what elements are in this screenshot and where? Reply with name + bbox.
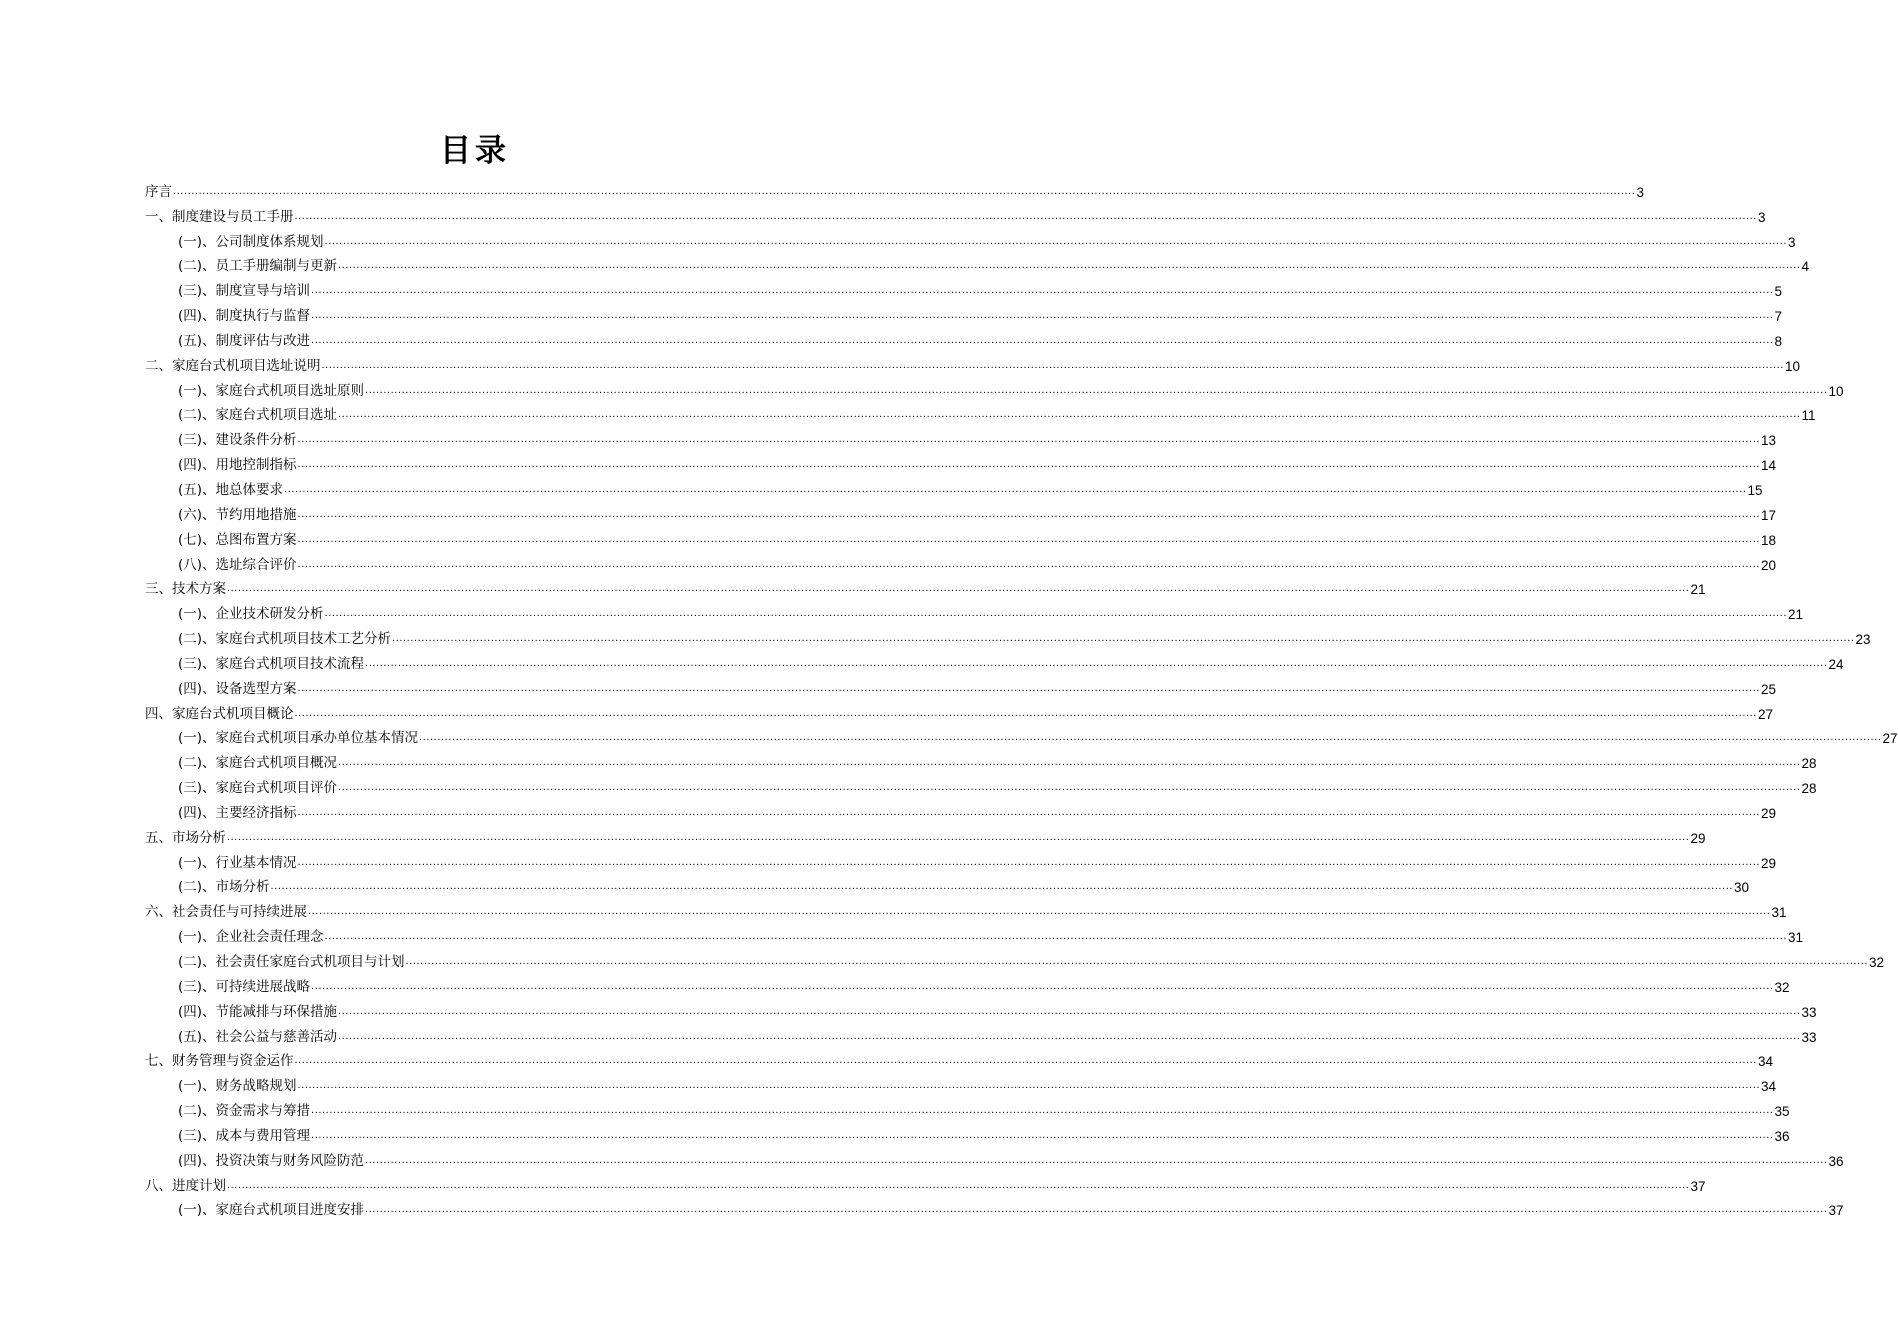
toc-leader-dots: ................................................................................................................................................................................................................................................................................................................................................................................................................ xyxy=(297,532,1761,545)
toc-leader-dots: ................................................................................................................................................................................................................................................................................................................................................................................................................ xyxy=(324,607,1788,620)
toc-entry[interactable] xyxy=(145,722,1898,747)
toc-leader-dots: ................................................................................................................................................................................................................................................................................................................................................................................................................ xyxy=(284,482,1747,495)
toc-entry[interactable] xyxy=(145,573,1706,598)
toc-leader-dots: ................................................................................................................................................................................................................................................................................................................................................................................................................ xyxy=(324,234,1788,247)
toc-page-number: 33 xyxy=(1801,1004,1817,1020)
toc-page-number: 10 xyxy=(1828,383,1844,399)
toc-page-number: 3 xyxy=(1636,184,1644,200)
toc-page-number: 15 xyxy=(1747,482,1763,498)
toc-page-number: 28 xyxy=(1801,756,1817,772)
toc-entry[interactable] xyxy=(145,1020,1817,1045)
toc-leader-dots: ................................................................................................................................................................................................................................................................................................................................................................................................................ xyxy=(297,507,1761,520)
toc-leader-dots: ................................................................................................................................................................................................................................................................................................................................................................................................................ xyxy=(365,656,1828,669)
toc-leader-dots: ................................................................................................................................................................................................................................................................................................................................................................................................................ xyxy=(297,805,1761,818)
toc-list xyxy=(145,175,1898,1219)
toc-leader-dots: ................................................................................................................................................................................................................................................................................................................................................................................................................ xyxy=(419,731,1882,744)
toc-page-number: 14 xyxy=(1761,458,1777,474)
toc-leader-dots: ................................................................................................................................................................................................................................................................................................................................................................................................................ xyxy=(338,259,1801,272)
toc-entry-text: (七)、总图布置方案 xyxy=(178,531,297,548)
toc-leader-dots: ................................................................................................................................................................................................................................................................................................................................................................................................................ xyxy=(294,209,1757,222)
toc-page-number: 5 xyxy=(1774,284,1783,300)
toc-page-number: 28 xyxy=(1801,781,1817,797)
toc-page-number: 31 xyxy=(1788,930,1804,946)
toc-leader-dots: ................................................................................................................................................................................................................................................................................................................................................................................................................ xyxy=(173,184,1636,197)
toc-leader-dots: ................................................................................................................................................................................................................................................................................................................................................................................................................ xyxy=(338,408,1801,421)
toc-entry[interactable] xyxy=(145,299,1783,325)
toc-page-number: 36 xyxy=(1828,1153,1844,1169)
toc-entry[interactable] xyxy=(145,1119,1790,1144)
toc-entry-text: (一)、企业社会责任理念 xyxy=(178,929,324,946)
toc-entry-text: (二)、家庭台式机项目概况 xyxy=(178,755,338,772)
toc-page-number: 27 xyxy=(1882,731,1898,747)
toc-leader-dots: ................................................................................................................................................................................................................................................................................................................................................................................................................ xyxy=(294,706,1757,719)
toc-page-number: 10 xyxy=(1784,358,1800,374)
toc-page-number: 32 xyxy=(1774,979,1790,995)
toc-entry-text: (四)、制度执行与监督 xyxy=(178,308,311,325)
toc-entry-text: (八)、选址综合评价 xyxy=(178,556,297,573)
toc-entry-text: 三、技术方案 xyxy=(145,581,226,598)
toc-entry-text: (五)、社会公益与慈善活动 xyxy=(178,1028,338,1045)
toc-entry[interactable] xyxy=(145,225,1796,250)
toc-page-number: 37 xyxy=(1828,1203,1844,1219)
toc-leader-dots: ................................................................................................................................................................................................................................................................................................................................................................................................................ xyxy=(311,333,1774,346)
toc-leader-dots: ................................................................................................................................................................................................................................................................................................................................................................................................................ xyxy=(297,681,1761,694)
toc-entry[interactable] xyxy=(145,597,1804,623)
toc-entry[interactable] xyxy=(145,399,1816,424)
toc-entry-text: (三)、可持续进展战略 xyxy=(178,978,311,995)
toc-entry-text: (五)、地总体要求 xyxy=(178,481,284,498)
toc-entry[interactable] xyxy=(145,1069,1777,1095)
toc-entry[interactable] xyxy=(145,945,1885,970)
toc-entry-text: 八、进度计划 xyxy=(145,1177,226,1194)
toc-entry-text: (四)、节能减排与环保措施 xyxy=(178,1003,338,1020)
toc-page-number: 13 xyxy=(1761,433,1777,449)
toc-page-number: 20 xyxy=(1761,557,1777,573)
toc-leader-dots: ................................................................................................................................................................................................................................................................................................................................................................................................................ xyxy=(338,781,1801,794)
toc-entry-text: (四)、投资决策与财务风险防范 xyxy=(178,1152,365,1169)
toc-page-number: 29 xyxy=(1690,830,1706,846)
toc-title: 目录 xyxy=(440,133,510,169)
toc-entry-text: 六、社会责任与可持续进展 xyxy=(145,904,307,921)
toc-page-number: 37 xyxy=(1690,1178,1706,1194)
toc-entry-text: 一、制度建设与员工手册 xyxy=(145,208,294,225)
toc-leader-dots: ................................................................................................................................................................................................................................................................................................................................................................................................................ xyxy=(338,1029,1801,1042)
toc-leader-dots: ................................................................................................................................................................................................................................................................................................................................................................................................................ xyxy=(227,1178,1690,1191)
toc-entry-text: 四、家庭台式机项目概论 xyxy=(145,705,294,722)
toc-leader-dots: ................................................................................................................................................................................................................................................................................................................................................................................................................ xyxy=(308,905,1771,918)
toc-entry-text: (三)、建设条件分析 xyxy=(178,432,297,449)
toc-entry-text: 七、财务管理与资金运作 xyxy=(145,1053,294,1070)
toc-leader-dots: ................................................................................................................................................................................................................................................................................................................................................................................................................ xyxy=(365,383,1828,396)
toc-entry-text: 序言 xyxy=(145,183,172,200)
toc-leader-dots: ................................................................................................................................................................................................................................................................................................................................................................................................................ xyxy=(311,979,1774,992)
toc-page-number: 29 xyxy=(1761,855,1777,871)
toc-leader-dots: ................................................................................................................................................................................................................................................................................................................................................................................................................ xyxy=(321,358,1784,371)
toc-leader-dots: ................................................................................................................................................................................................................................................................................................................................................................................................................ xyxy=(297,855,1761,868)
toc-entry[interactable] xyxy=(145,349,1800,374)
toc-entry[interactable] xyxy=(145,970,1790,995)
toc-entry[interactable] xyxy=(145,1094,1790,1120)
toc-page-number: 30 xyxy=(1734,880,1750,896)
toc-entry-text: (一)、家庭台式机项目选址原则 xyxy=(178,382,365,399)
toc-entry[interactable] xyxy=(145,523,1777,548)
toc-entry-text: (四)、设备选型方案 xyxy=(178,680,297,697)
toc-entry[interactable] xyxy=(145,250,1810,275)
toc-entry-text: (二)、社会责任家庭台式机项目与计划 xyxy=(178,954,405,970)
toc-entry-text: (五)、制度评估与改进 xyxy=(178,332,311,349)
toc-leader-dots: ................................................................................................................................................................................................................................................................................................................................................................................................................ xyxy=(294,1054,1757,1067)
toc-entry-text: (三)、成本与费用管理 xyxy=(178,1127,311,1144)
toc-leader-dots: ................................................................................................................................................................................................................................................................................................................................................................................................................ xyxy=(365,1153,1828,1166)
toc-entry[interactable] xyxy=(145,846,1777,871)
toc-entry-text: (二)、家庭台式机项目选址 xyxy=(178,407,338,424)
toc-entry[interactable] xyxy=(145,647,1844,672)
toc-entry[interactable] xyxy=(145,796,1777,821)
toc-leader-dots: ................................................................................................................................................................................................................................................................................................................................................................................................................ xyxy=(311,284,1774,297)
toc-entry[interactable] xyxy=(145,473,1763,498)
toc-entry-text: (一)、家庭台式机项目承办单位基本情况 xyxy=(178,730,419,747)
toc-page-number: 29 xyxy=(1761,805,1777,821)
toc-entry[interactable] xyxy=(145,1194,1844,1219)
toc-entry-text: (三)、制度宣导与培训 xyxy=(178,283,311,300)
toc-entry[interactable] xyxy=(145,200,1766,225)
toc-page-number: 34 xyxy=(1761,1079,1777,1095)
toc-page-number: 36 xyxy=(1774,1128,1790,1144)
toc-entry[interactable] xyxy=(145,1144,1844,1169)
toc-page-number: 25 xyxy=(1761,681,1777,697)
toc-leader-dots: ................................................................................................................................................................................................................................................................................................................................................................................................................ xyxy=(270,880,1734,893)
toc-entry-text: (四)、主要经济指标 xyxy=(178,804,297,821)
toc-leader-dots: ................................................................................................................................................................................................................................................................................................................................................................................................................ xyxy=(365,1203,1828,1216)
toc-entry-text: (二)、员工手册编制与更新 xyxy=(178,258,338,275)
toc-page-number: 4 xyxy=(1801,259,1810,275)
toc-entry-text: 五、市场分析 xyxy=(145,829,226,846)
toc-leader-dots: ................................................................................................................................................................................................................................................................................................................................................................................................................ xyxy=(297,458,1761,471)
toc-entry[interactable] xyxy=(145,324,1783,349)
toc-page-number: 24 xyxy=(1828,656,1844,672)
toc-entry[interactable] xyxy=(145,821,1706,846)
toc-entry-text: (一)、行业基本情况 xyxy=(178,854,297,871)
toc-entry[interactable] xyxy=(145,1169,1706,1194)
toc-entry[interactable] xyxy=(145,498,1777,523)
toc-entry[interactable] xyxy=(145,672,1777,697)
toc-page-number: 3 xyxy=(1788,234,1796,250)
toc-leader-dots: ................................................................................................................................................................................................................................................................................................................................................................................................................ xyxy=(324,930,1788,943)
toc-leader-dots: ................................................................................................................................................................................................................................................................................................................................................................................................................ xyxy=(297,557,1761,570)
toc-leader-dots: ................................................................................................................................................................................................................................................................................................................................................................................................................ xyxy=(297,433,1761,446)
toc-leader-dots: ................................................................................................................................................................................................................................................................................................................................................................................................................ xyxy=(311,1128,1774,1141)
toc-leader-dots: ................................................................................................................................................................................................................................................................................................................................................................................................................ xyxy=(338,1004,1801,1017)
toc-leader-dots: ................................................................................................................................................................................................................................................................................................................................................................................................................ xyxy=(405,955,1869,967)
toc-page-number: 8 xyxy=(1774,333,1783,349)
toc-entry[interactable] xyxy=(145,374,1844,399)
toc-page-number: 18 xyxy=(1761,532,1777,548)
toc-entry-text: (三)、家庭台式机项目评价 xyxy=(178,780,338,797)
toc-entry[interactable] xyxy=(145,548,1777,573)
toc-entry-text: (一)、家庭台式机项目进度安排 xyxy=(178,1202,365,1219)
toc-entry[interactable] xyxy=(145,871,1750,896)
toc-entry[interactable] xyxy=(145,746,1817,772)
toc-page-number: 27 xyxy=(1757,706,1773,722)
toc-page-number: 34 xyxy=(1757,1054,1773,1070)
toc-entry[interactable] xyxy=(145,622,1871,648)
toc-entry-text: (三)、家庭台式机项目技术流程 xyxy=(178,655,365,672)
toc-entry[interactable] xyxy=(145,175,1644,200)
toc-entry[interactable] xyxy=(145,995,1817,1020)
toc-page-number: 35 xyxy=(1774,1104,1790,1120)
toc-entry-text: (一)、财务战略规划 xyxy=(178,1078,297,1095)
toc-entry[interactable] xyxy=(145,448,1777,474)
toc-leader-dots: ................................................................................................................................................................................................................................................................................................................................................................................................................ xyxy=(297,1079,1761,1092)
toc-leader-dots: ................................................................................................................................................................................................................................................................................................................................................................................................................ xyxy=(338,756,1801,769)
toc-entry-text: (一)、企业技术研发分析 xyxy=(178,606,324,623)
toc-entry-text: (四)、用地控制指标 xyxy=(178,457,297,474)
toc-entry-text: (二)、资金需求与筹措 xyxy=(178,1103,311,1120)
toc-page-number: 17 xyxy=(1761,507,1777,523)
toc-leader-dots: ................................................................................................................................................................................................................................................................................................................................................................................................................ xyxy=(392,632,1855,645)
toc-entry-text: 二、家庭台式机项目选址说明 xyxy=(145,357,321,374)
toc-page-number: 21 xyxy=(1690,582,1706,598)
toc-entry[interactable] xyxy=(145,423,1777,449)
toc-entry-text: (二)、市场分析 xyxy=(178,879,270,896)
toc-leader-dots: ................................................................................................................................................................................................................................................................................................................................................................................................................ xyxy=(311,309,1774,322)
toc-page-number: 32 xyxy=(1869,955,1885,970)
toc-entry[interactable] xyxy=(145,274,1783,300)
toc-entry[interactable] xyxy=(145,920,1804,946)
toc-page-number: 23 xyxy=(1855,632,1871,648)
toc-page-number: 31 xyxy=(1771,905,1787,921)
toc-leader-dots: ................................................................................................................................................................................................................................................................................................................................................................................................................ xyxy=(227,582,1690,595)
toc-entry-text: (一)、公司制度体系规划 xyxy=(178,233,324,250)
toc-entry-text: (六)、节约用地措施 xyxy=(178,506,297,523)
toc-leader-dots: ................................................................................................................................................................................................................................................................................................................................................................................................................ xyxy=(227,830,1690,843)
toc-page-number: 7 xyxy=(1774,309,1783,325)
toc-entry-text: (二)、家庭台式机项目技术工艺分析 xyxy=(178,631,392,648)
toc-page-number: 33 xyxy=(1801,1029,1817,1045)
toc-page-number: 21 xyxy=(1788,607,1804,623)
toc-entry[interactable] xyxy=(145,697,1773,722)
toc-entry[interactable] xyxy=(145,771,1817,797)
toc-page-number: 11 xyxy=(1801,408,1816,424)
toc-entry[interactable] xyxy=(145,895,1787,921)
toc-entry[interactable] xyxy=(145,1045,1773,1070)
toc-page-number: 3 xyxy=(1757,209,1766,225)
toc-leader-dots: ................................................................................................................................................................................................................................................................................................................................................................................................................ xyxy=(311,1104,1774,1117)
